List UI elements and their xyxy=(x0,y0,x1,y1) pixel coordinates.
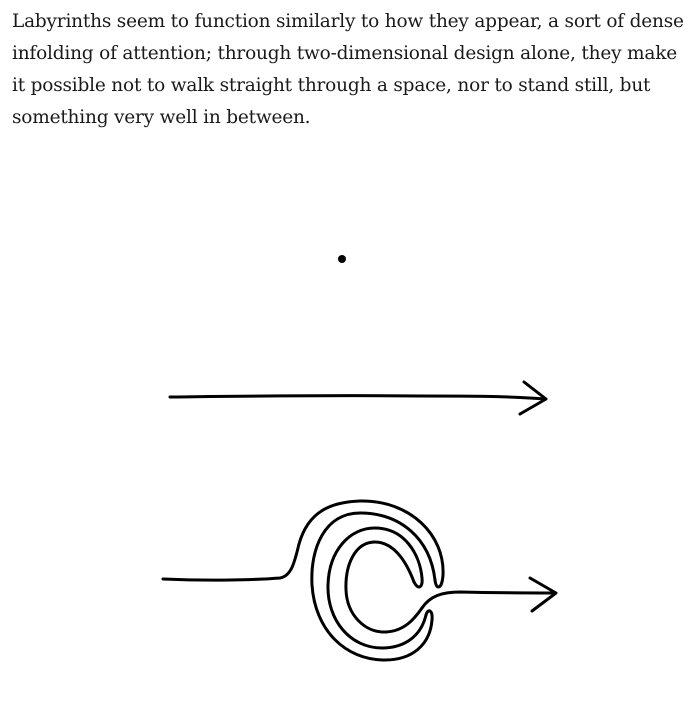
article-paragraph: Labyrinths seem to function similarly to how they appear, a sort of dense infolding of attention; through two-dimensional design alone, they make it possible not to walk straight through a space, nor to stand still, but something very well in between. xyxy=(12,11,684,128)
straight-path-arrow xyxy=(170,382,546,414)
labyrinth-path-arrow xyxy=(163,501,556,660)
still-point-dot xyxy=(338,255,346,263)
